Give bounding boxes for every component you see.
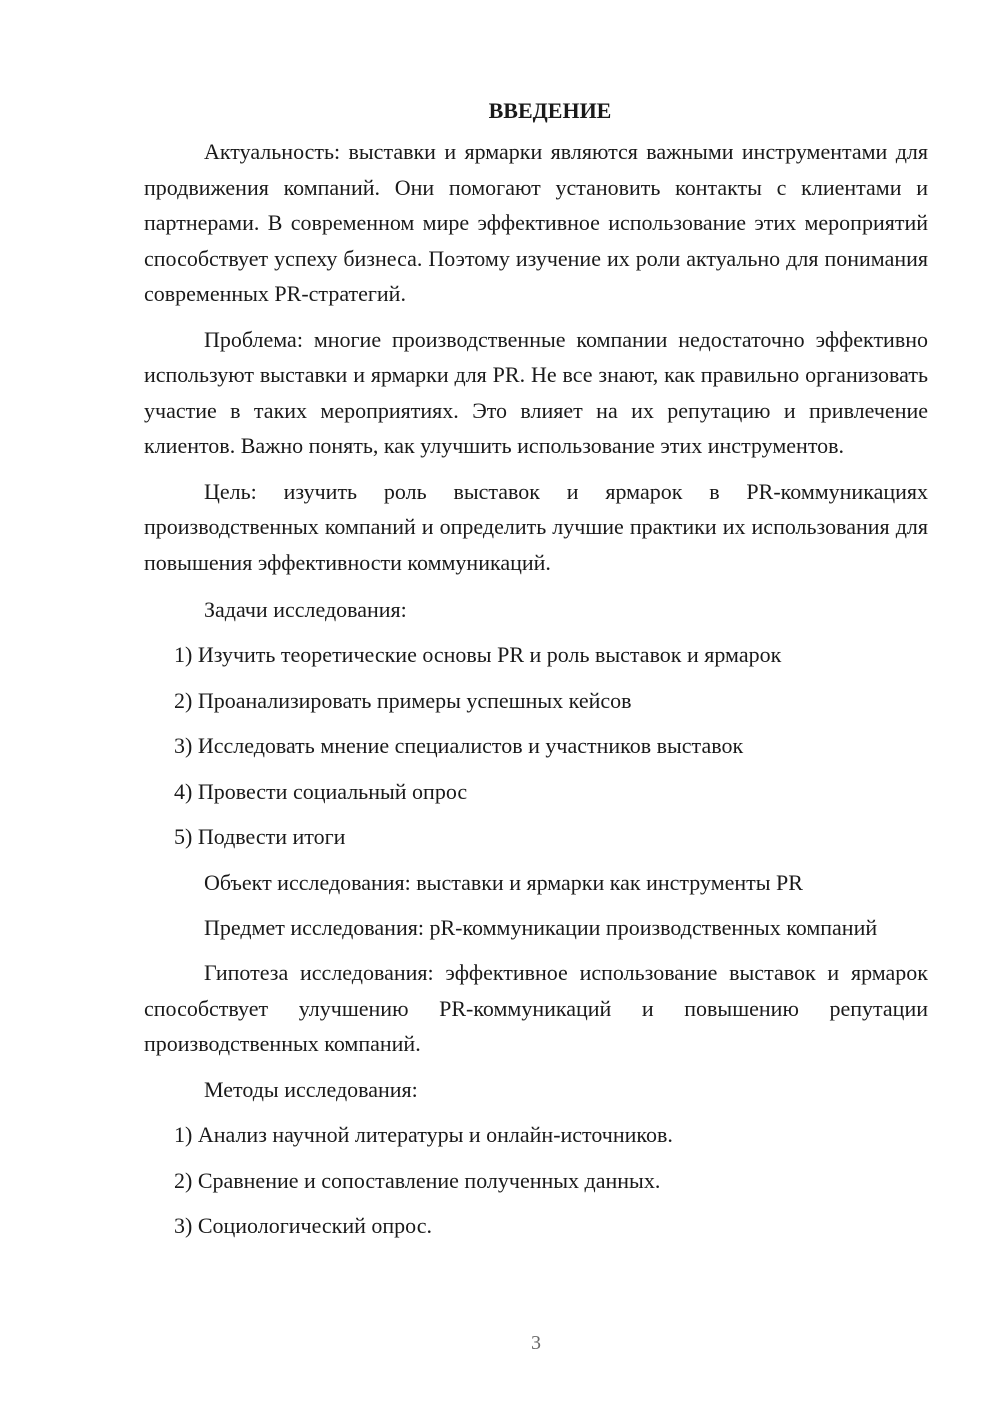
goal-paragraph: Цель: изучить роль выставок и ярмарок в PR-коммуникациях производственных компаний и определить лучшие практики их использования для повышения эффективности коммуникаций. (144, 478, 928, 575)
task-item: 4) Провести социальный опрос (174, 778, 468, 804)
research-object: Объект исследования: выставки и ярмарки как инструменты PR (204, 869, 803, 895)
task-item: 2) Проанализировать примеры успешных кейсов (174, 687, 632, 713)
research-hypothesis: Гипотеза исследования: эффективное использование выставок и ярмарок способствует улучшению PR-коммуникаций и повышению репутации производственных компаний. (144, 960, 928, 1056)
research-subject: Предмет исследования: pR-коммуникации производственных компаний (204, 914, 878, 940)
document-page (144, 93, 928, 1243)
method-item: 2) Сравнение и сопоставление полученных данных. (174, 1167, 661, 1193)
section-heading: ВВЕДЕНИЕ (488, 98, 612, 123)
method-item: 1) Анализ научной литературы и онлайн-источников. (174, 1122, 673, 1147)
task-item: 3) Исследовать мнение специалистов и участников выставок (174, 733, 744, 758)
task-item: 1) Изучить теоретические основы PR и роль выставок и ярмарок (174, 642, 782, 667)
task-item: 5) Подвести итоги (174, 824, 346, 849)
tasks-title: Задачи исследования: (204, 597, 407, 622)
page-number: 3 (531, 1332, 541, 1354)
problem-paragraph: Проблема: многие производственные компании недостаточно эффективно используют выставки и ярмарки для PR. Не все знают, как правильно организовать участие в таких мероприятиях. Это влияет на их репутацию и привлечение клиентов. Важно понять, как улучшить использование этих инструментов. (144, 326, 928, 458)
relevance-paragraph: Актуальность: выставки и ярмарки являются важными инструментами для продвижения компаний. Они помогают установить контакты с клиентами и партнерами. В современном мире эффективное использование этих мероприятий способствует успеху бизнеса. Поэтому изучение их роли актуально для понимания современных PR-стратегий. (144, 139, 928, 306)
methods-title: Методы исследования: (204, 1076, 418, 1102)
method-item: 3) Социологический опрос. (174, 1213, 432, 1238)
